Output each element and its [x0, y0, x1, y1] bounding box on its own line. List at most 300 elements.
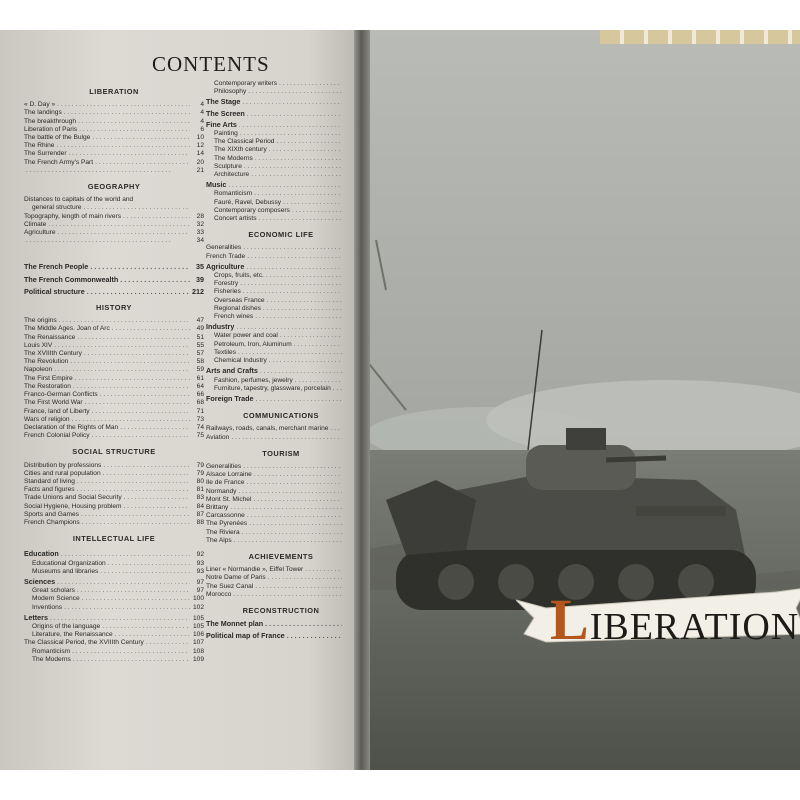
- contents-subsection: [206, 179, 356, 190]
- page-number: 66: [196, 391, 204, 399]
- page-number: 79: [196, 461, 204, 469]
- leader-dots: [254, 471, 342, 479]
- contents-entry: [24, 399, 204, 407]
- page-number: 32: [196, 220, 204, 228]
- page-number: 51: [196, 333, 204, 341]
- leader-dots: [61, 551, 190, 559]
- leader-dots: [294, 341, 342, 349]
- entry-title: Generalities: [206, 244, 242, 252]
- entry-title: Contemporary composers: [214, 206, 290, 214]
- page-number: 93: [196, 559, 204, 567]
- banner-rest: IBERATION: [589, 606, 800, 648]
- leader-dots: [120, 276, 190, 284]
- entry-title: French wines: [214, 313, 254, 321]
- contents-entry: [24, 568, 204, 576]
- entry-title: Liner « Normandie », Eiffel Tower: [206, 566, 304, 574]
- leader-dots: [57, 101, 190, 109]
- page-number: 61: [196, 374, 204, 382]
- leader-dots: [240, 130, 342, 138]
- leader-dots: [234, 537, 342, 545]
- entry-title: The breakthrough: [24, 117, 77, 125]
- entry-title: Letters: [24, 612, 48, 622]
- entry-title: Sports and Games: [24, 510, 79, 518]
- leader-dots: [50, 615, 190, 623]
- banner-title: [550, 586, 799, 653]
- leader-dots: [230, 504, 342, 512]
- leader-dots: [120, 424, 190, 432]
- contents-entry: [24, 334, 204, 342]
- contents-entry: [206, 583, 356, 591]
- leader-dots: [79, 126, 190, 134]
- entry-title: Textiles: [214, 348, 236, 356]
- contents-entry: [206, 357, 356, 365]
- entry-title: Ile de France: [206, 479, 245, 487]
- leader-dots: [75, 375, 190, 383]
- page-number: 100: [192, 595, 204, 603]
- leader-dots: [246, 479, 342, 487]
- page-number: 35: [196, 263, 204, 272]
- leader-dots: [64, 109, 190, 117]
- page-number: 109: [192, 655, 204, 663]
- page-number: 107: [192, 639, 204, 647]
- contents-column-right: [206, 80, 356, 645]
- contents-entry: [206, 305, 356, 313]
- entry-title: The Screen: [206, 108, 245, 118]
- leader-dots: [255, 313, 342, 321]
- entry-title: Educational Organization: [32, 559, 106, 567]
- contents-entry: [206, 377, 356, 385]
- contents-entry: [206, 272, 356, 280]
- entry-title: Liberation of Paris: [24, 125, 78, 133]
- contents-entry: [206, 253, 356, 261]
- leader-dots: [95, 159, 190, 167]
- entry-title: Furniture, tapestry, glassware, porcelain: [214, 384, 331, 392]
- page-number: 12: [196, 142, 204, 150]
- liberation-photo-page: [366, 30, 800, 770]
- contents-entry: [24, 221, 204, 229]
- entry-title: Napoleon: [24, 366, 53, 374]
- entry-title: Distribution by professions: [24, 461, 102, 469]
- leader-dots: [58, 229, 190, 237]
- page-number: 93: [196, 567, 204, 575]
- entry-title: Regional dishes: [214, 304, 261, 312]
- contents-entry: [24, 325, 204, 333]
- leader-dots: [108, 560, 190, 568]
- leader-dots: [103, 462, 190, 470]
- section-heading: INTELLECTUAL LIFE: [72, 534, 156, 544]
- leader-dots: [82, 595, 190, 603]
- section-heading: COMMUNICATIONS: [243, 411, 319, 421]
- contents-entry: [24, 118, 204, 126]
- leader-dots: [77, 334, 190, 342]
- contents-entry: [24, 503, 204, 511]
- entry-title: Franco-German Conflicts: [24, 391, 98, 399]
- contents-entry: [206, 155, 356, 163]
- leader-dots: [54, 366, 190, 374]
- leader-dots: [228, 182, 342, 190]
- contents-entry: [24, 237, 204, 245]
- contents-entry: [206, 80, 356, 88]
- entry-title: Distances to capitals of the world and: [24, 196, 134, 204]
- page-number: 105: [192, 614, 204, 622]
- entry-title: Water power and coal: [214, 332, 278, 340]
- entry-title: general structure: [32, 204, 82, 212]
- contents-entry: [24, 486, 204, 494]
- leader-dots: [115, 631, 190, 639]
- tank-photograph: [366, 30, 800, 770]
- entry-title: Contemporary writers: [214, 80, 278, 87]
- contents-entry: [24, 375, 204, 383]
- leader-dots: [254, 190, 342, 198]
- entry-title: Wars of religion: [24, 415, 70, 423]
- contents-entry: [24, 623, 204, 631]
- entry-title: Overseas France: [214, 296, 265, 304]
- contents-entry: [24, 656, 204, 664]
- contents-entry: [24, 478, 204, 486]
- entry-title: Fashion, perfumes, jewelry: [214, 376, 293, 384]
- contents-subsection: [24, 576, 204, 587]
- contents-entry: [206, 434, 356, 442]
- page-number: 88: [196, 518, 204, 526]
- contents-entry: [24, 648, 204, 656]
- contents-entry: [206, 496, 356, 504]
- entry-title: The Classical Period: [214, 138, 275, 146]
- leader-dots: [242, 529, 342, 537]
- entry-title: Topography, length of main rivers: [24, 212, 122, 220]
- leader-dots: [238, 488, 342, 496]
- contents-entry: [24, 366, 204, 374]
- entry-title: Fisheries: [214, 288, 241, 296]
- page-number: 80: [196, 477, 204, 485]
- page-number: 4: [200, 117, 204, 125]
- contents-subsection: [206, 321, 356, 332]
- entry-title: Declaration of the Rights of Man: [24, 423, 119, 431]
- leader-dots: [267, 297, 342, 305]
- entry-title: French Trade: [206, 252, 246, 260]
- contents-entry: [206, 288, 356, 296]
- contents-entry: [24, 276, 204, 284]
- open-book: [0, 30, 800, 770]
- leader-dots: [333, 385, 342, 393]
- entry-title: Industry: [206, 322, 235, 332]
- leader-dots: [92, 134, 190, 142]
- leader-dots: [100, 568, 190, 576]
- contents-entry: [24, 587, 204, 595]
- contents-entry: [24, 383, 204, 391]
- page-number: 39: [196, 275, 204, 284]
- contents-entry: [206, 504, 356, 512]
- entry-title: Great scholars: [32, 587, 75, 595]
- entry-title: Notre Dame of Paris: [206, 574, 266, 582]
- contents-entry: [24, 142, 204, 150]
- leader-dots: [81, 511, 190, 519]
- leader-dots: [269, 146, 342, 154]
- leader-dots: [87, 288, 190, 296]
- contents-subsection: [24, 548, 204, 559]
- contents-entry: [206, 425, 356, 433]
- leader-dots: [236, 324, 342, 332]
- entry-title: Architecture: [214, 171, 250, 179]
- section-heading: LIBERATION: [89, 87, 139, 96]
- entry-title: French Colonial Policy: [24, 432, 90, 440]
- leader-dots: [73, 656, 190, 664]
- page-number: 6: [200, 125, 204, 133]
- entry-title: France, land of Liberty: [24, 407, 90, 415]
- contents-entry: [206, 512, 356, 520]
- leader-dots: [72, 648, 190, 656]
- leader-dots: [112, 325, 190, 333]
- liberation-banner: [516, 578, 800, 652]
- contents-entry: [206, 88, 356, 96]
- entry-title: Cities and rural population: [24, 469, 101, 477]
- contents-entry: [24, 631, 204, 639]
- entry-title: The Middle Ages. Joan of Arc: [24, 325, 110, 333]
- leader-dots: [54, 342, 190, 350]
- page-number: 74: [196, 423, 204, 431]
- entry-title: The landings: [24, 109, 62, 117]
- page-number: 92: [196, 551, 204, 559]
- entry-title: Modern Science: [32, 595, 80, 603]
- section-heading: HISTORY: [96, 303, 132, 313]
- contents-entry: [206, 171, 356, 179]
- contents-entry: [206, 574, 356, 582]
- leader-dots: [124, 503, 191, 511]
- leader-dots: [243, 244, 342, 252]
- entry-title: Generalities: [206, 462, 242, 470]
- contents-subsection: [206, 393, 356, 404]
- entry-title: The Riviera: [206, 528, 240, 536]
- entry-title: The First World War: [24, 399, 83, 407]
- contents-entry: [24, 432, 204, 440]
- contents-entry: [24, 101, 204, 109]
- leader-dots: [124, 494, 190, 502]
- contents-entry: [24, 229, 204, 237]
- entry-title: Arts and Crafts: [206, 366, 258, 376]
- contents-entry: [24, 391, 204, 399]
- leader-dots: [259, 215, 342, 223]
- contents-page: [0, 30, 362, 770]
- entry-title: Normandy: [206, 487, 237, 495]
- contents-entry: [206, 341, 356, 349]
- entry-title: The origins: [24, 317, 57, 325]
- entry-title: The Renaissance: [24, 333, 76, 341]
- entry-title: Brittany: [206, 503, 229, 511]
- entry-title: Origins of the language: [32, 622, 101, 630]
- leader-dots: [77, 478, 190, 486]
- entry-title: Trade Unions and Social Security: [24, 494, 122, 502]
- contents-entry: [206, 280, 356, 288]
- contents-entry: [24, 317, 204, 325]
- page-number: 73: [196, 415, 204, 423]
- leader-dots: [256, 396, 342, 404]
- leader-dots: [253, 496, 342, 504]
- leader-dots: [266, 272, 342, 280]
- entry-title: Sculpture: [214, 162, 242, 170]
- entry-title: French Champions: [24, 518, 80, 526]
- contents-entry: [206, 529, 356, 537]
- entry-title: Agriculture: [206, 261, 245, 271]
- entry-title: Painting: [214, 130, 238, 138]
- page-number: 97: [196, 578, 204, 586]
- leader-dots: [260, 368, 342, 376]
- page-number: 10: [196, 134, 204, 142]
- leader-dots: [83, 204, 190, 212]
- book-gutter: [354, 30, 370, 770]
- contents-entry: [24, 342, 204, 350]
- page-number: 75: [196, 432, 204, 440]
- entry-title: Facts and figures: [24, 486, 75, 494]
- contents-entry: [206, 163, 356, 171]
- leader-dots: [305, 566, 342, 574]
- contents-entry: [206, 349, 356, 357]
- leader-dots: [69, 150, 190, 158]
- leader-dots: [240, 280, 342, 288]
- contents-entry: [206, 620, 356, 628]
- entry-title: Social Hygiene, Housing problem: [24, 502, 122, 510]
- contents-entry: [24, 213, 204, 221]
- page-number: 102: [192, 603, 204, 611]
- leader-dots: [77, 486, 190, 494]
- contents-subsection: [206, 96, 356, 107]
- leader-dots: [244, 163, 342, 171]
- leader-dots: [247, 111, 342, 119]
- page-number: 57: [196, 350, 204, 358]
- leader-dots: [90, 263, 190, 271]
- entry-title: Petroleum, Iron, Aluminum: [214, 340, 292, 348]
- contents-entry: [206, 520, 356, 528]
- entry-title: Education: [24, 549, 59, 559]
- leader-dots: [330, 425, 342, 433]
- leader-dots: [247, 253, 342, 261]
- page-number: 59: [196, 366, 204, 374]
- leader-dots: [255, 583, 342, 591]
- entry-title: The Pyrenées: [206, 520, 248, 528]
- entry-title: Standard of living: [24, 477, 75, 485]
- entry-title: Mont St. Michel: [206, 495, 252, 503]
- leader-dots: [243, 288, 342, 296]
- contents-entry: [206, 190, 356, 198]
- entry-title: The First Empire: [24, 374, 73, 382]
- entry-title: Crops, fruits, etc.: [214, 272, 264, 280]
- page-number: 87: [196, 510, 204, 518]
- page-number: 20: [196, 158, 204, 166]
- leader-dots: [78, 118, 190, 126]
- leader-dots: [248, 88, 342, 96]
- entry-title: The Stage: [206, 97, 241, 107]
- leader-dots: [26, 237, 190, 245]
- page-number: 55: [196, 341, 204, 349]
- entry-title: Music: [206, 180, 227, 190]
- page-number: 58: [196, 358, 204, 366]
- leader-dots: [287, 632, 342, 640]
- leader-dots: [231, 434, 342, 442]
- leader-dots: [102, 623, 190, 631]
- entry-title: Chemical Industry: [214, 357, 267, 365]
- contents-entry: [206, 332, 356, 340]
- entry-title: The French Commonwealth: [24, 275, 119, 284]
- leader-dots: [239, 122, 342, 130]
- page-number: 71: [196, 407, 204, 415]
- contents-entry: [24, 424, 204, 432]
- contents-entry: [24, 263, 204, 271]
- contents-entry: [24, 511, 204, 519]
- entry-title: Philosophy: [214, 88, 247, 96]
- contents-entry: [206, 146, 356, 154]
- spacer: [24, 245, 204, 259]
- entry-title: The XVIIIth Century: [24, 350, 82, 358]
- contents-entry: [24, 288, 204, 296]
- leader-dots: [48, 221, 190, 229]
- contents-entry: [206, 199, 356, 207]
- leader-dots: [59, 317, 190, 325]
- entry-title: Alsace Lorraine: [206, 471, 252, 479]
- entry-title: The Alps: [206, 536, 232, 544]
- entry-title: « D. Day »: [24, 101, 56, 109]
- contents-entry: [206, 138, 356, 146]
- entry-title: Political structure: [24, 287, 85, 296]
- contents-column-left: [24, 80, 204, 664]
- entry-title: Foreign Trade: [206, 393, 254, 403]
- entry-title: The Classical Period, the XVIIIth Century: [24, 639, 144, 647]
- page-number: 47: [196, 317, 204, 325]
- banner-initial: L: [550, 587, 590, 652]
- leader-dots: [276, 138, 342, 146]
- leader-dots: [70, 358, 190, 366]
- contents-entry: [206, 566, 356, 574]
- contents-entry: [24, 196, 204, 204]
- entry-title: Romanticism: [214, 190, 253, 198]
- leader-dots: [268, 574, 342, 582]
- contents-entry: [206, 313, 356, 321]
- entry-title: Political map of France: [206, 632, 285, 641]
- page-number: 212: [192, 287, 204, 296]
- leader-dots: [238, 349, 342, 357]
- leader-dots: [100, 391, 190, 399]
- page-number: 33: [196, 229, 204, 237]
- page-edge-tabs: [600, 30, 800, 44]
- contents-entry: [24, 560, 204, 568]
- page-number: 105: [192, 622, 204, 630]
- section-heading: SOCIAL STRUCTURE: [72, 447, 156, 457]
- page-number: 28: [196, 212, 204, 220]
- leader-dots: [72, 416, 190, 424]
- leader-dots: [233, 591, 342, 599]
- leader-dots: [263, 305, 342, 313]
- entry-title: Museums and libraries: [32, 567, 99, 575]
- leader-dots: [247, 512, 342, 520]
- contents-entry: [206, 207, 356, 215]
- entry-title: Literature, the Renaissance: [32, 631, 113, 639]
- contents-entry: [206, 479, 356, 487]
- page-number: 64: [196, 382, 204, 390]
- section-heading: ECONOMIC LIFE: [248, 230, 314, 240]
- page-number: 79: [196, 469, 204, 477]
- page-number: 4: [200, 109, 204, 117]
- entry-title: Sciences: [24, 576, 56, 586]
- leader-dots: [283, 199, 342, 207]
- leader-dots: [280, 332, 342, 340]
- page-number: 81: [196, 486, 204, 494]
- contents-entry: [24, 159, 204, 167]
- entry-title: Romanticism: [32, 647, 71, 655]
- contents-entry: [24, 519, 204, 527]
- leader-dots: [64, 604, 190, 612]
- entry-title: The Restoration: [24, 382, 71, 390]
- entry-title: The French People: [24, 263, 89, 272]
- leader-dots: [84, 350, 190, 358]
- section-heading: ACHIEVEMENTS: [248, 551, 314, 561]
- contents-entry: [206, 244, 356, 252]
